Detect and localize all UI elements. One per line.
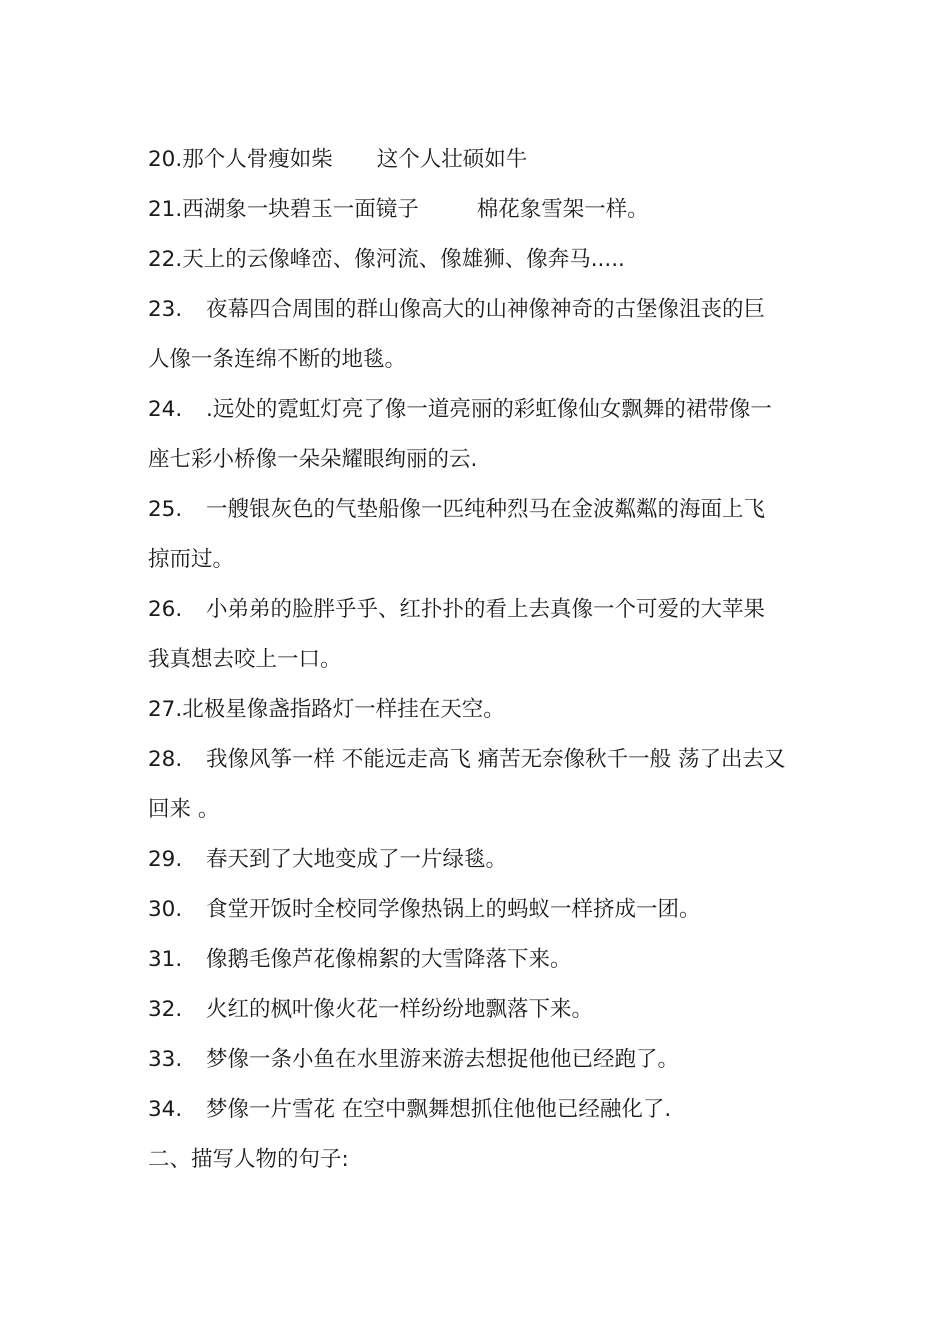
item-number: 30. (148, 897, 183, 922)
item-number: 25. (148, 497, 183, 522)
sentence-34 (148, 1085, 828, 1135)
sentence-text: 人像一条连绵不断的地毯。 (148, 347, 407, 372)
item-number: 31. (148, 947, 183, 972)
sentence-26 (148, 585, 828, 635)
item-number: 20. (148, 147, 183, 172)
sentence-27 (148, 685, 828, 735)
document-body (148, 135, 828, 1185)
sentence-text: 那个人骨瘦如柴 (182, 147, 333, 172)
sentence-33 (148, 1035, 828, 1085)
sentence-text: 我真想去咬上一口。 (148, 647, 342, 672)
item-number: 27. (148, 697, 183, 722)
item-number: 23. (148, 297, 183, 322)
sentence-text: 掠而过。 (148, 547, 235, 572)
sentence-25-continued (148, 535, 828, 585)
sentence-text: 北极星像盏指路灯一样挂在天空。 (182, 697, 505, 722)
sentence-text: .远处的霓虹灯亮了像一道亮丽的彩虹像仙女飘舞的裙带像一 (206, 397, 772, 422)
sentence-text: 小弟弟的脸胖乎乎、红扑扑的看上去真像一个可爱的大苹果 (206, 597, 766, 622)
sentence-text: 这个人壮硕如牛 (376, 147, 528, 172)
sentence-23 (148, 285, 828, 335)
item-number: 34. (148, 1097, 183, 1122)
sentence-30 (148, 885, 828, 935)
sentence-text: 西湖象一块碧玉一面镜子 (182, 197, 419, 222)
sentence-text: 梦像一条小鱼在水里游来游去想捉他他已经跑了。 (206, 1047, 680, 1072)
item-number: 29. (148, 847, 183, 872)
sentence-25 (148, 485, 828, 535)
sentence-text: 天上的云像峰峦、像河流、像雄狮、像奔马..... (182, 247, 625, 272)
sentence-32 (148, 985, 828, 1035)
section-heading: 二、描写人物的句子: (148, 1147, 349, 1172)
sentence-31 (148, 935, 828, 985)
sentence-22 (148, 235, 828, 285)
sentence-21 (148, 185, 828, 235)
sentence-text: 回来 。 (148, 797, 220, 822)
sentence-24-continued (148, 435, 828, 485)
item-number: 26. (148, 597, 183, 622)
sentence-28-continued (148, 785, 828, 835)
sentence-text: 梦像一片雪花 在空中飘舞想抓住他他已经融化了. (206, 1097, 672, 1122)
item-number: 32. (148, 997, 183, 1022)
sentence-text: 棉花象雪架一样。 (476, 197, 649, 222)
sentence-28 (148, 735, 828, 785)
sentence-text: 像鹅毛像芦花像棉絮的大雪降落下来。 (206, 947, 572, 972)
sentence-text: 食堂开饭时全校同学像热锅上的蚂蚁一样挤成一团。 (206, 897, 701, 922)
item-number: 22. (148, 247, 183, 272)
sentence-text: 夜幕四合周围的群山像高大的山神像神奇的古堡像沮丧的巨 (206, 297, 766, 322)
sentence-text: 春天到了大地变成了一片绿毯。 (206, 847, 508, 872)
sentence-text: 座七彩小桥像一朵朵耀眼绚丽的云. (148, 447, 478, 472)
sentence-text: 一艘银灰色的气垫船像一匹纯种烈马在金波粼粼的海面上飞 (206, 497, 766, 522)
sentence-text: 火红的枫叶像火花一样纷纷地飘落下来。 (206, 997, 594, 1022)
item-number: 24. (148, 397, 183, 422)
sentence-20 (148, 135, 828, 185)
sentence-26-continued (148, 635, 828, 685)
item-number: 33. (148, 1047, 183, 1072)
item-number: 21. (148, 197, 183, 222)
item-number: 28. (148, 747, 183, 772)
sentence-29 (148, 835, 828, 885)
sentence-text: 我像风筝一样 不能远走高飞 痛苦无奈像秋千一般 荡了出去又 (206, 747, 786, 772)
sentence-24 (148, 385, 828, 435)
sentence-23-continued (148, 335, 828, 385)
